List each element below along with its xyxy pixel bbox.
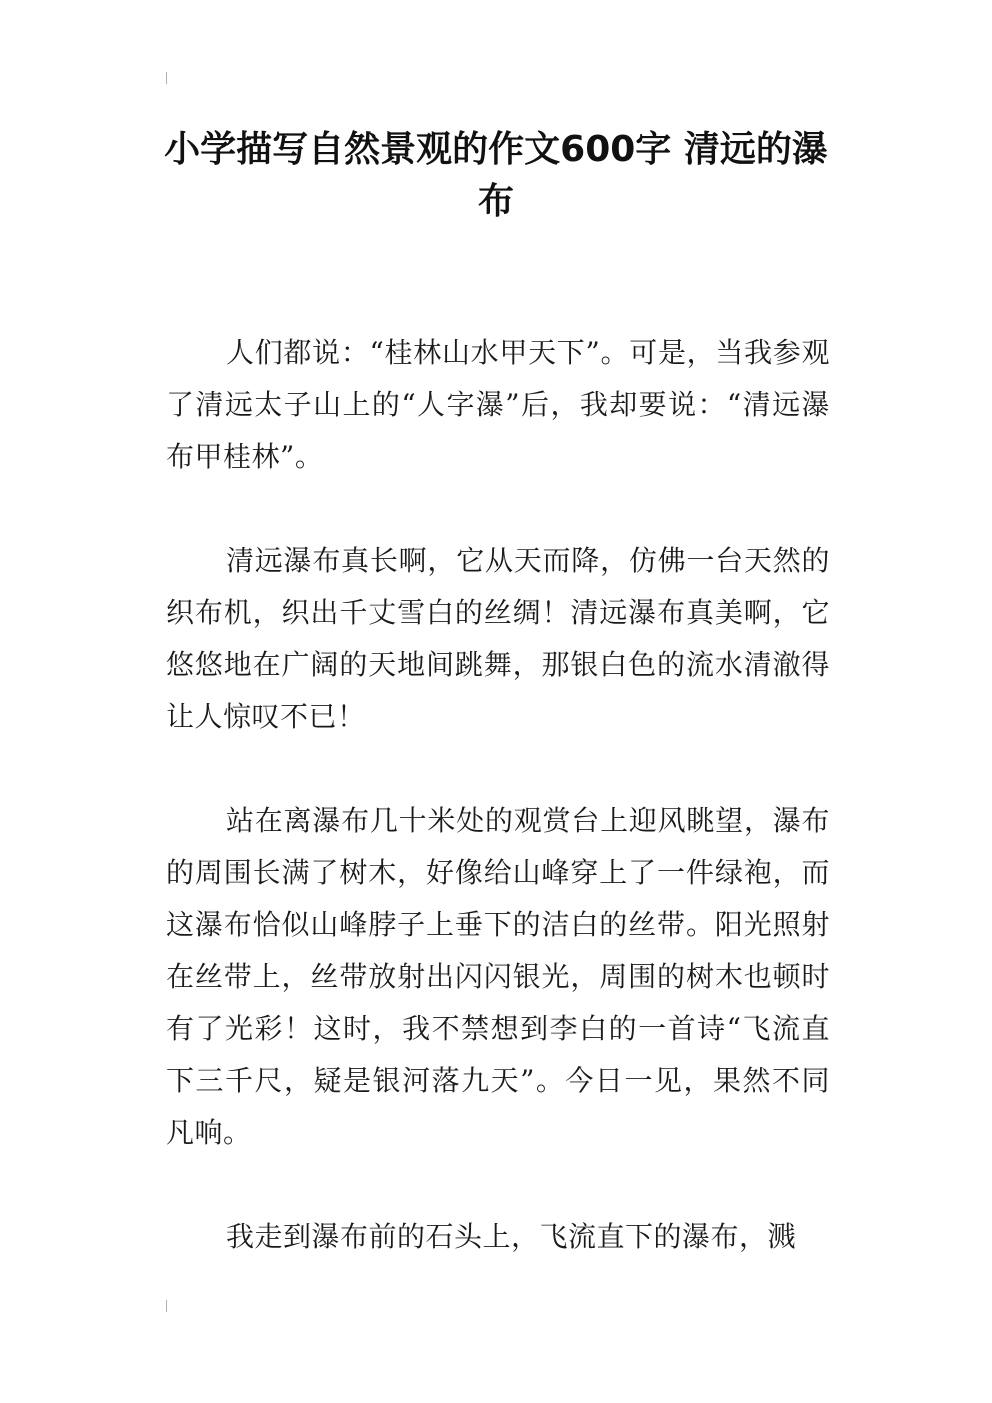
document-title: 小学描写自然景观的作文600字 清远的瀑布 bbox=[164, 129, 828, 222]
page-corner-mark-top bbox=[166, 72, 167, 84]
paragraph-4: 我走到瀑布前的石头上，飞流直下的瀑布，溅 bbox=[226, 1220, 797, 1253]
paragraph-1: 人们都说：“桂林山水甲天下”。可是，当我参观了清远太子山上的“人字瀑”后，我却要说：“清远瀑布甲桂林”。 bbox=[166, 336, 830, 473]
page-corner-mark-bottom bbox=[166, 1300, 167, 1312]
paragraph-3: 站在离瀑布几十米处的观赏台上迎风眺望，瀑布的周围长满了树木，好像给山峰穿上了一件绿袍，而这瀑布恰似山峰脖子上垂下的洁白的丝带。阳光照射在丝带上，丝带放射出闪闪银光，周围的树木也顿时有了光彩！这时，我不禁想到李白的一首诗“飞流直下三千尺，疑是银河落九天”。今日一见，果然不同凡响。 bbox=[166, 804, 830, 1149]
paragraph-2: 清远瀑布真长啊，它从天而降，仿佛一台天然的织布机，织出千丈雪白的丝绸！清远瀑布真美啊，它悠悠地在广阔的天地间跳舞，那银白色的流水清澈得让人惊叹不已！ bbox=[166, 544, 830, 733]
